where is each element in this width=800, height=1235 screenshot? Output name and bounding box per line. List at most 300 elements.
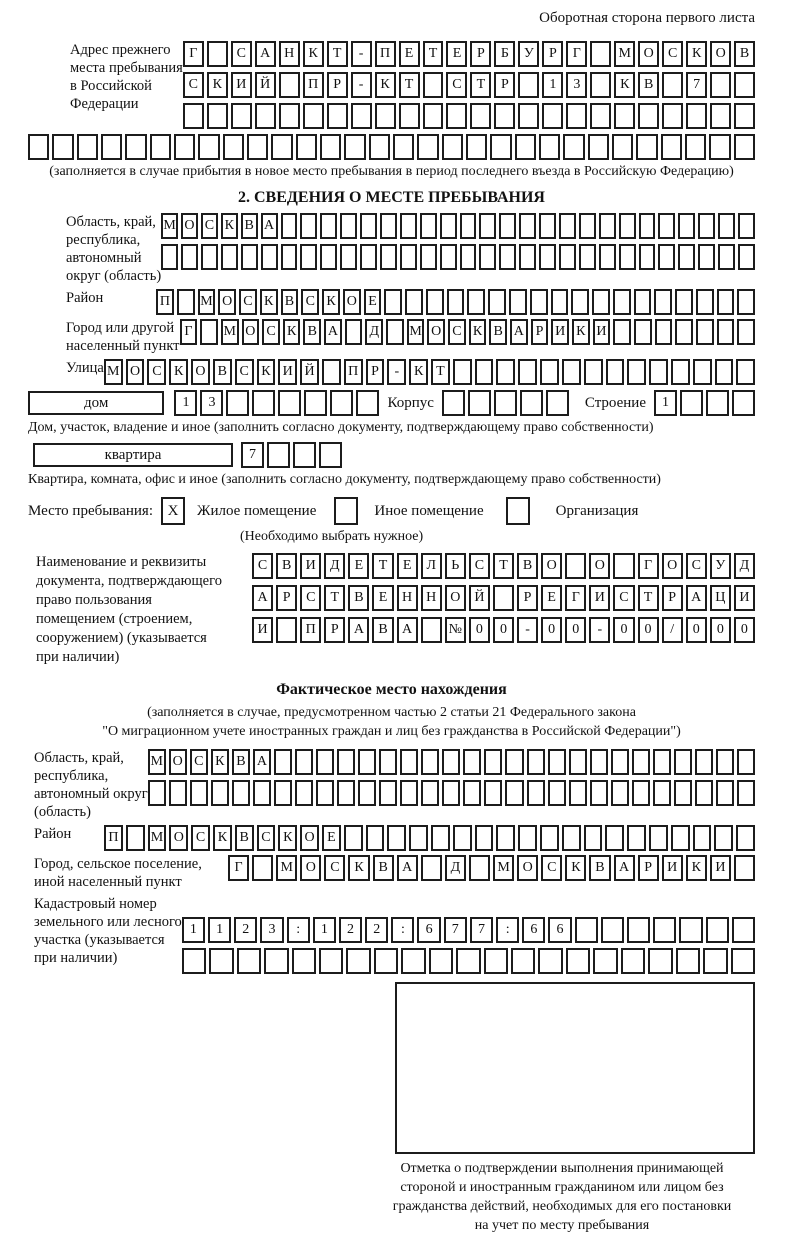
char-cell[interactable] <box>539 244 556 270</box>
char-cell[interactable] <box>613 553 634 579</box>
char-cell[interactable] <box>737 289 755 315</box>
char-cell[interactable] <box>649 359 668 385</box>
char-cell[interactable] <box>731 948 755 974</box>
char-cell[interactable]: Б <box>494 41 515 67</box>
char-cell[interactable]: Т <box>399 72 420 98</box>
char-cell[interactable] <box>442 390 465 416</box>
char-cell[interactable]: Й <box>469 585 490 611</box>
char-cell[interactable]: - <box>351 72 372 98</box>
char-cell[interactable] <box>400 244 417 270</box>
char-cell[interactable] <box>634 319 652 345</box>
char-cell[interactable]: А <box>614 855 635 881</box>
char-cell[interactable]: П <box>303 72 324 98</box>
char-cell[interactable]: А <box>324 319 342 345</box>
char-cell[interactable]: К <box>686 41 707 67</box>
checkbox-organizaciya[interactable] <box>506 497 530 525</box>
char-cell[interactable]: В <box>213 359 232 385</box>
char-cell[interactable] <box>734 134 755 160</box>
char-cell[interactable]: Е <box>372 585 393 611</box>
char-cell[interactable]: Н <box>279 41 300 67</box>
char-cell[interactable]: Е <box>348 553 369 579</box>
char-cell[interactable]: О <box>343 289 361 315</box>
char-cell[interactable]: 7 <box>470 917 493 943</box>
char-cell[interactable]: А <box>252 585 273 611</box>
char-cell[interactable]: К <box>375 72 396 98</box>
char-cell[interactable]: Р <box>531 319 549 345</box>
char-cell[interactable]: К <box>348 855 369 881</box>
char-cell[interactable] <box>211 780 229 806</box>
char-cell[interactable] <box>463 780 481 806</box>
char-cell[interactable]: 7 <box>444 917 467 943</box>
char-cell[interactable] <box>653 749 671 775</box>
char-cell[interactable] <box>540 825 559 851</box>
char-cell[interactable]: П <box>375 41 396 67</box>
char-cell[interactable] <box>200 319 218 345</box>
char-cell[interactable] <box>678 213 695 239</box>
char-cell[interactable] <box>77 134 98 160</box>
char-cell[interactable]: А <box>348 617 369 643</box>
char-cell[interactable]: О <box>517 855 538 881</box>
char-cell[interactable] <box>737 780 755 806</box>
char-cell[interactable]: Г <box>180 319 198 345</box>
char-cell[interactable]: О <box>169 825 188 851</box>
char-cell[interactable] <box>678 244 695 270</box>
char-cell[interactable]: А <box>253 749 271 775</box>
char-cell[interactable]: И <box>734 585 755 611</box>
char-cell[interactable]: С <box>541 855 562 881</box>
char-cell[interactable] <box>28 134 49 160</box>
char-cell[interactable] <box>440 244 457 270</box>
char-cell[interactable] <box>590 41 611 67</box>
char-cell[interactable] <box>322 359 341 385</box>
char-cell[interactable]: С <box>239 289 257 315</box>
char-cell[interactable] <box>393 134 414 160</box>
char-cell[interactable] <box>340 244 357 270</box>
char-cell[interactable] <box>479 213 496 239</box>
char-cell[interactable] <box>703 948 727 974</box>
char-cell[interactable] <box>420 244 437 270</box>
char-cell[interactable]: В <box>734 41 755 67</box>
checkbox-zhiloe[interactable]: X <box>161 497 185 525</box>
char-cell[interactable] <box>400 213 417 239</box>
char-cell[interactable] <box>148 780 166 806</box>
char-cell[interactable] <box>658 213 675 239</box>
char-cell[interactable]: Ь <box>445 553 466 579</box>
char-cell[interactable] <box>695 749 713 775</box>
char-cell[interactable]: А <box>397 617 418 643</box>
char-cell[interactable]: К <box>169 359 188 385</box>
char-cell[interactable]: К <box>283 319 301 345</box>
char-cell[interactable]: В <box>373 855 394 881</box>
char-cell[interactable]: П <box>156 289 174 315</box>
char-cell[interactable] <box>345 319 363 345</box>
char-cell[interactable] <box>736 825 755 851</box>
char-cell[interactable]: М <box>221 319 239 345</box>
char-cell[interactable]: О <box>638 41 659 67</box>
char-cell[interactable] <box>671 825 690 851</box>
char-cell[interactable] <box>161 244 178 270</box>
char-cell[interactable] <box>611 780 629 806</box>
checkbox-inoe[interactable] <box>334 497 358 525</box>
char-cell[interactable] <box>386 319 404 345</box>
char-cell[interactable] <box>632 749 650 775</box>
char-cell[interactable]: К <box>322 289 340 315</box>
char-cell[interactable] <box>401 948 425 974</box>
char-cell[interactable] <box>295 780 313 806</box>
char-cell[interactable]: М <box>198 289 216 315</box>
char-cell[interactable]: И <box>662 855 683 881</box>
char-cell[interactable] <box>101 134 122 160</box>
char-cell[interactable] <box>599 244 616 270</box>
char-cell[interactable] <box>612 134 633 160</box>
char-cell[interactable]: В <box>232 749 250 775</box>
char-cell[interactable]: 0 <box>710 617 731 643</box>
char-cell[interactable]: Л <box>421 553 442 579</box>
char-cell[interactable]: Р <box>327 72 348 98</box>
char-cell[interactable]: В <box>348 585 369 611</box>
char-cell[interactable] <box>460 244 477 270</box>
char-cell[interactable]: Ц <box>710 585 731 611</box>
char-cell[interactable]: Т <box>324 585 345 611</box>
char-cell[interactable]: 6 <box>522 917 545 943</box>
char-cell[interactable]: У <box>518 41 539 67</box>
char-cell[interactable]: О <box>218 289 236 315</box>
char-cell[interactable] <box>518 359 537 385</box>
char-cell[interactable] <box>518 103 539 129</box>
char-cell[interactable]: У <box>710 553 731 579</box>
char-cell[interactable] <box>183 103 204 129</box>
char-cell[interactable] <box>505 749 523 775</box>
char-cell[interactable] <box>715 359 734 385</box>
kvartira-box[interactable]: квартира <box>33 443 233 467</box>
char-cell[interactable] <box>423 103 444 129</box>
char-cell[interactable] <box>675 289 693 315</box>
char-cell[interactable]: К <box>207 72 228 98</box>
char-cell[interactable]: С <box>257 825 276 851</box>
char-cell[interactable] <box>505 780 523 806</box>
char-cell[interactable] <box>423 72 444 98</box>
char-cell[interactable] <box>247 134 268 160</box>
char-cell[interactable] <box>207 103 228 129</box>
char-cell[interactable] <box>429 948 453 974</box>
char-cell[interactable] <box>494 103 515 129</box>
char-cell[interactable] <box>613 289 631 315</box>
char-cell[interactable]: О <box>300 855 321 881</box>
char-cell[interactable] <box>261 244 278 270</box>
char-cell[interactable] <box>627 917 650 943</box>
char-cell[interactable]: А <box>686 585 707 611</box>
char-cell[interactable] <box>706 917 729 943</box>
char-cell[interactable] <box>575 917 598 943</box>
char-cell[interactable]: С <box>324 855 345 881</box>
char-cell[interactable]: : <box>391 917 414 943</box>
char-cell[interactable]: О <box>589 553 610 579</box>
char-cell[interactable]: О <box>662 553 683 579</box>
char-cell[interactable]: 1 <box>542 72 563 98</box>
char-cell[interactable]: 3 <box>566 72 587 98</box>
char-cell[interactable]: П <box>300 617 321 643</box>
char-cell[interactable]: К <box>213 825 232 851</box>
char-cell[interactable]: Т <box>423 41 444 67</box>
char-cell[interactable] <box>716 749 734 775</box>
char-cell[interactable]: Р <box>366 359 385 385</box>
char-cell[interactable] <box>619 244 636 270</box>
char-cell[interactable] <box>496 359 515 385</box>
char-cell[interactable] <box>562 825 581 851</box>
char-cell[interactable] <box>470 103 491 129</box>
char-cell[interactable] <box>737 319 755 345</box>
char-cell[interactable] <box>546 390 569 416</box>
char-cell[interactable]: С <box>235 359 254 385</box>
char-cell[interactable]: И <box>710 855 731 881</box>
char-cell[interactable]: - <box>517 617 538 643</box>
char-cell[interactable] <box>658 244 675 270</box>
char-cell[interactable]: Р <box>662 585 683 611</box>
char-cell[interactable] <box>685 134 706 160</box>
char-cell[interactable]: Д <box>365 319 383 345</box>
char-cell[interactable] <box>710 72 731 98</box>
char-cell[interactable] <box>698 213 715 239</box>
char-cell[interactable] <box>387 825 406 851</box>
char-cell[interactable]: И <box>300 553 321 579</box>
char-cell[interactable] <box>252 390 275 416</box>
char-cell[interactable] <box>542 103 563 129</box>
char-cell[interactable] <box>734 855 755 881</box>
char-cell[interactable] <box>198 134 219 160</box>
char-cell[interactable] <box>174 134 195 160</box>
char-cell[interactable] <box>509 289 527 315</box>
char-cell[interactable]: О <box>445 585 466 611</box>
char-cell[interactable]: К <box>211 749 229 775</box>
char-cell[interactable]: Р <box>494 72 515 98</box>
char-cell[interactable] <box>493 585 514 611</box>
char-cell[interactable] <box>296 134 317 160</box>
char-cell[interactable] <box>530 289 548 315</box>
char-cell[interactable] <box>515 134 536 160</box>
char-cell[interactable] <box>717 289 735 315</box>
char-cell[interactable] <box>490 134 511 160</box>
char-cell[interactable] <box>278 390 301 416</box>
char-cell[interactable]: Е <box>399 41 420 67</box>
char-cell[interactable] <box>295 749 313 775</box>
char-cell[interactable] <box>679 917 702 943</box>
char-cell[interactable] <box>475 359 494 385</box>
char-cell[interactable] <box>442 780 460 806</box>
char-cell[interactable] <box>584 359 603 385</box>
char-cell[interactable]: 1 <box>654 390 677 416</box>
char-cell[interactable] <box>734 72 755 98</box>
char-cell[interactable]: - <box>351 41 372 67</box>
char-cell[interactable]: Д <box>734 553 755 579</box>
char-cell[interactable] <box>593 948 617 974</box>
char-cell[interactable]: М <box>614 41 635 67</box>
char-cell[interactable] <box>674 780 692 806</box>
char-cell[interactable] <box>499 244 516 270</box>
char-cell[interactable]: - <box>387 359 406 385</box>
char-cell[interactable] <box>252 855 273 881</box>
char-cell[interactable] <box>648 948 672 974</box>
char-cell[interactable] <box>267 442 290 468</box>
char-cell[interactable]: Е <box>541 585 562 611</box>
char-cell[interactable]: Г <box>228 855 249 881</box>
char-cell[interactable]: Е <box>446 41 467 67</box>
char-cell[interactable] <box>484 948 508 974</box>
char-cell[interactable] <box>732 917 755 943</box>
char-cell[interactable] <box>255 103 276 129</box>
char-cell[interactable] <box>566 948 590 974</box>
char-cell[interactable]: К <box>260 289 278 315</box>
char-cell[interactable] <box>696 289 714 315</box>
char-cell[interactable] <box>698 244 715 270</box>
char-cell[interactable]: Г <box>638 553 659 579</box>
char-cell[interactable] <box>469 855 490 881</box>
char-cell[interactable] <box>231 103 252 129</box>
char-cell[interactable]: 3 <box>260 917 283 943</box>
char-cell[interactable]: О <box>541 553 562 579</box>
char-cell[interactable] <box>599 213 616 239</box>
char-cell[interactable]: К <box>565 855 586 881</box>
char-cell[interactable] <box>738 213 755 239</box>
char-cell[interactable] <box>463 749 481 775</box>
char-cell[interactable]: Г <box>565 585 586 611</box>
char-cell[interactable] <box>201 244 218 270</box>
char-cell[interactable] <box>319 948 343 974</box>
char-cell[interactable]: Г <box>183 41 204 67</box>
char-cell[interactable] <box>442 134 463 160</box>
char-cell[interactable] <box>488 289 506 315</box>
char-cell[interactable] <box>548 749 566 775</box>
char-cell[interactable] <box>150 134 171 160</box>
char-cell[interactable] <box>686 103 707 129</box>
char-cell[interactable] <box>569 749 587 775</box>
char-cell[interactable] <box>344 134 365 160</box>
char-cell[interactable]: В <box>241 213 258 239</box>
char-cell[interactable] <box>540 359 559 385</box>
dom-box[interactable]: дом <box>28 391 164 415</box>
char-cell[interactable] <box>693 825 712 851</box>
char-cell[interactable]: А <box>261 213 278 239</box>
char-cell[interactable] <box>680 390 703 416</box>
char-cell[interactable] <box>223 134 244 160</box>
char-cell[interactable] <box>221 244 238 270</box>
char-cell[interactable]: С <box>662 41 683 67</box>
char-cell[interactable] <box>237 948 261 974</box>
char-cell[interactable] <box>316 780 334 806</box>
char-cell[interactable] <box>538 948 562 974</box>
char-cell[interactable]: М <box>148 749 166 775</box>
char-cell[interactable] <box>274 749 292 775</box>
char-cell[interactable] <box>519 244 536 270</box>
char-cell[interactable]: М <box>104 359 123 385</box>
char-cell[interactable]: : <box>287 917 310 943</box>
char-cell[interactable] <box>337 780 355 806</box>
char-cell[interactable] <box>571 289 589 315</box>
char-cell[interactable] <box>638 103 659 129</box>
char-cell[interactable] <box>494 390 517 416</box>
char-cell[interactable]: Р <box>276 585 297 611</box>
char-cell[interactable] <box>475 825 494 851</box>
char-cell[interactable]: С <box>252 553 273 579</box>
char-cell[interactable]: К <box>409 359 428 385</box>
char-cell[interactable] <box>426 289 444 315</box>
char-cell[interactable]: К <box>469 319 487 345</box>
char-cell[interactable]: Т <box>470 72 491 98</box>
char-cell[interactable] <box>330 390 353 416</box>
char-cell[interactable] <box>346 948 370 974</box>
char-cell[interactable] <box>590 780 608 806</box>
char-cell[interactable]: К <box>614 72 635 98</box>
char-cell[interactable] <box>442 749 460 775</box>
char-cell[interactable]: / <box>662 617 683 643</box>
char-cell[interactable] <box>671 359 690 385</box>
char-cell[interactable] <box>676 948 700 974</box>
char-cell[interactable] <box>358 780 376 806</box>
char-cell[interactable]: 0 <box>613 617 634 643</box>
char-cell[interactable]: И <box>231 72 252 98</box>
char-cell[interactable]: 6 <box>548 917 571 943</box>
char-cell[interactable] <box>279 103 300 129</box>
char-cell[interactable] <box>304 390 327 416</box>
char-cell[interactable] <box>710 103 731 129</box>
char-cell[interactable] <box>653 917 676 943</box>
char-cell[interactable] <box>696 319 714 345</box>
char-cell[interactable] <box>400 780 418 806</box>
char-cell[interactable] <box>563 134 584 160</box>
char-cell[interactable] <box>649 825 668 851</box>
char-cell[interactable]: Й <box>255 72 276 98</box>
char-cell[interactable] <box>340 213 357 239</box>
char-cell[interactable]: С <box>301 289 319 315</box>
char-cell[interactable] <box>232 780 250 806</box>
char-cell[interactable] <box>548 780 566 806</box>
char-cell[interactable]: К <box>303 41 324 67</box>
char-cell[interactable] <box>456 948 480 974</box>
char-cell[interactable]: С <box>300 585 321 611</box>
char-cell[interactable]: М <box>148 825 167 851</box>
char-cell[interactable] <box>279 72 300 98</box>
char-cell[interactable]: 1 <box>313 917 336 943</box>
char-cell[interactable] <box>169 780 187 806</box>
char-cell[interactable]: 0 <box>541 617 562 643</box>
char-cell[interactable]: О <box>126 359 145 385</box>
char-cell[interactable] <box>320 134 341 160</box>
char-cell[interactable] <box>327 103 348 129</box>
char-cell[interactable] <box>484 780 502 806</box>
char-cell[interactable] <box>706 390 729 416</box>
char-cell[interactable] <box>300 213 317 239</box>
char-cell[interactable] <box>559 244 576 270</box>
char-cell[interactable]: В <box>276 553 297 579</box>
char-cell[interactable] <box>281 244 298 270</box>
char-cell[interactable] <box>440 213 457 239</box>
char-cell[interactable]: С <box>183 72 204 98</box>
char-cell[interactable] <box>181 244 198 270</box>
char-cell[interactable]: А <box>510 319 528 345</box>
char-cell[interactable] <box>417 134 438 160</box>
char-cell[interactable] <box>320 213 337 239</box>
char-cell[interactable] <box>569 780 587 806</box>
char-cell[interactable] <box>453 825 472 851</box>
char-cell[interactable]: - <box>589 617 610 643</box>
char-cell[interactable]: К <box>686 855 707 881</box>
char-cell[interactable]: В <box>589 855 610 881</box>
char-cell[interactable] <box>366 825 385 851</box>
char-cell[interactable] <box>654 289 672 315</box>
char-cell[interactable]: Т <box>431 359 450 385</box>
char-cell[interactable] <box>303 103 324 129</box>
char-cell[interactable]: 0 <box>638 617 659 643</box>
char-cell[interactable] <box>276 617 297 643</box>
